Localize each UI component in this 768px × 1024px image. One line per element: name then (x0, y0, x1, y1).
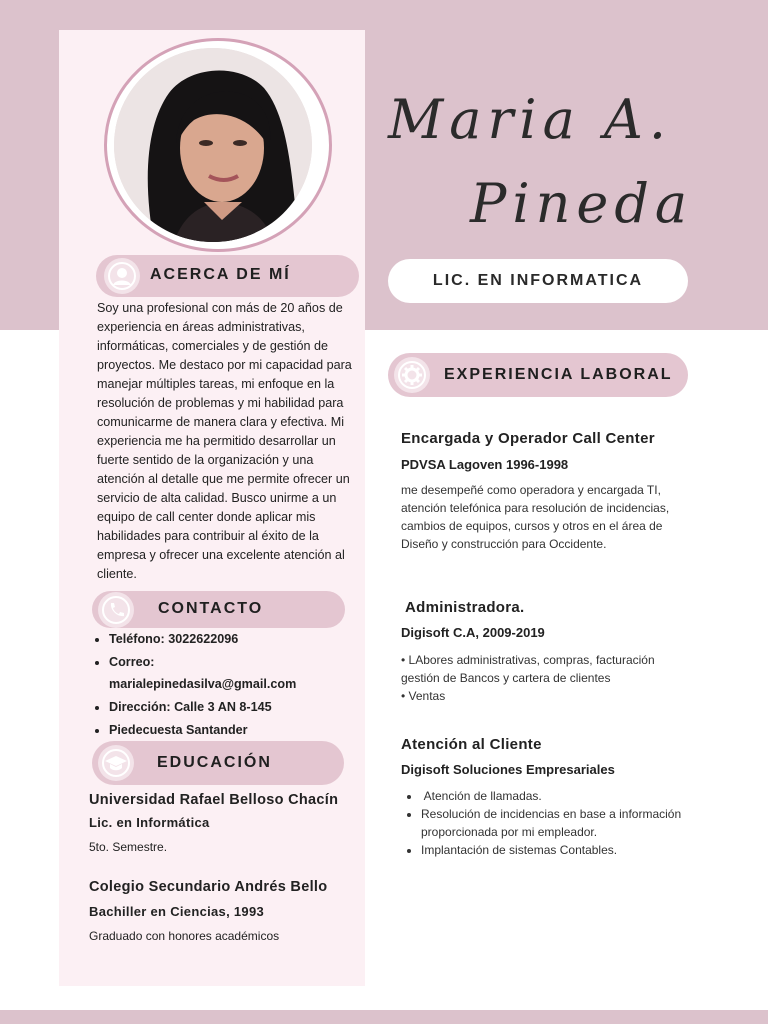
education-note: Graduado con honores académicos (89, 929, 280, 943)
job-company-2: Digisoft C.A, 2009-2019 (401, 625, 545, 640)
about-heading: ACERCA DE MÍ (150, 266, 291, 283)
job-bullet: • Atención de llamadas. (421, 787, 721, 805)
job-description-1: me desempeñé como operadora y encargada TI, atención telefónica para resolución de incidencias, cambios de equipos, cursos y otros en el área de Diseño y construcción para Occidente. (401, 483, 670, 551)
contact-city: • Piedecuesta Santander (109, 719, 296, 742)
education-entry-2 (89, 879, 351, 943)
education-note: 5to. Semestre. (89, 840, 168, 854)
job-line: • LAbores administrativas, compras, facturación (401, 653, 655, 667)
job-company-3: Digisoft Soluciones Empresariales (401, 762, 615, 777)
education-degree: Bachiller en Ciencias, 1993 (89, 904, 265, 919)
job-bullets-3 (405, 787, 721, 859)
job-bullet: • Implantación de sistemas Contables. (421, 841, 721, 859)
contact-list (93, 628, 296, 742)
education-school: Colegio Secundario Andrés Bello (89, 879, 328, 895)
phone-icon (98, 592, 134, 628)
job-company-1: PDVSA Lagoven 1996-1998 (401, 457, 569, 472)
profile-photo (114, 48, 312, 242)
job-line: • Ventas (401, 689, 446, 703)
job-description-2 (401, 651, 701, 705)
name-last: Pineda (470, 172, 694, 235)
about-text: Soy una profesional con más de 20 años de experiencia en áreas administrativas, informáticas, comerciales y de gestión de proyectos. Me destaco por mi capacidad para manejar múltiples tareas, mi enfoque en la resolución de problemas y mi habilidad para comunicarme de manera clara y efectiva. Mi experiencia me ha permitido desarrollar un fuerte sentido de la organización y una atención al detalle que me permite ofrecer un servicio de alta calidad. Busco unirme a un equipo de call center donde aplicar mis habilidades para contribuir al éxito de la empresa y ofrecer una excelente atención al cliente. (97, 301, 352, 581)
about-heading-pill (96, 255, 359, 297)
contact-email-label: • Correo: (109, 651, 296, 674)
contact-heading: CONTACTO (158, 600, 264, 617)
education-degree: Lic. en Informática (89, 815, 210, 830)
job-title-1: Encargada y Operador Call Center (401, 430, 655, 447)
footer-band (0, 1010, 768, 1024)
contact-email[interactable]: marialepinedasilva@gmail.com (109, 677, 297, 692)
education-heading-pill (92, 741, 344, 785)
job-title-3: Atención al Cliente (401, 736, 542, 753)
education-heading: EDUCACIÓN (157, 754, 272, 771)
graduation-cap-icon (98, 745, 134, 781)
education-school: Universidad Rafael Belloso Chacín (89, 792, 339, 808)
profession-title: LIC. EN INFORMATICA (388, 259, 688, 303)
education-entry-1 (89, 792, 351, 854)
user-icon (104, 258, 140, 294)
job-title-2: Administradora. (405, 599, 525, 616)
job-line: gestión de Bancos y cartera de clientes (401, 671, 611, 685)
name-first: Maria A. (388, 88, 673, 151)
gear-icon (394, 357, 430, 393)
contact-heading-pill (92, 591, 345, 628)
job-bullet: • Resolución de incidencias en base a información proporcionada por mi empleador. (421, 805, 721, 841)
contact-phone: • Teléfono: 3022622096 (109, 628, 296, 651)
experience-heading-pill (388, 353, 688, 397)
contact-address: • Dirección: Calle 3 AN 8-145 (109, 696, 296, 719)
experience-heading: EXPERIENCIA LABORAL (444, 366, 673, 383)
